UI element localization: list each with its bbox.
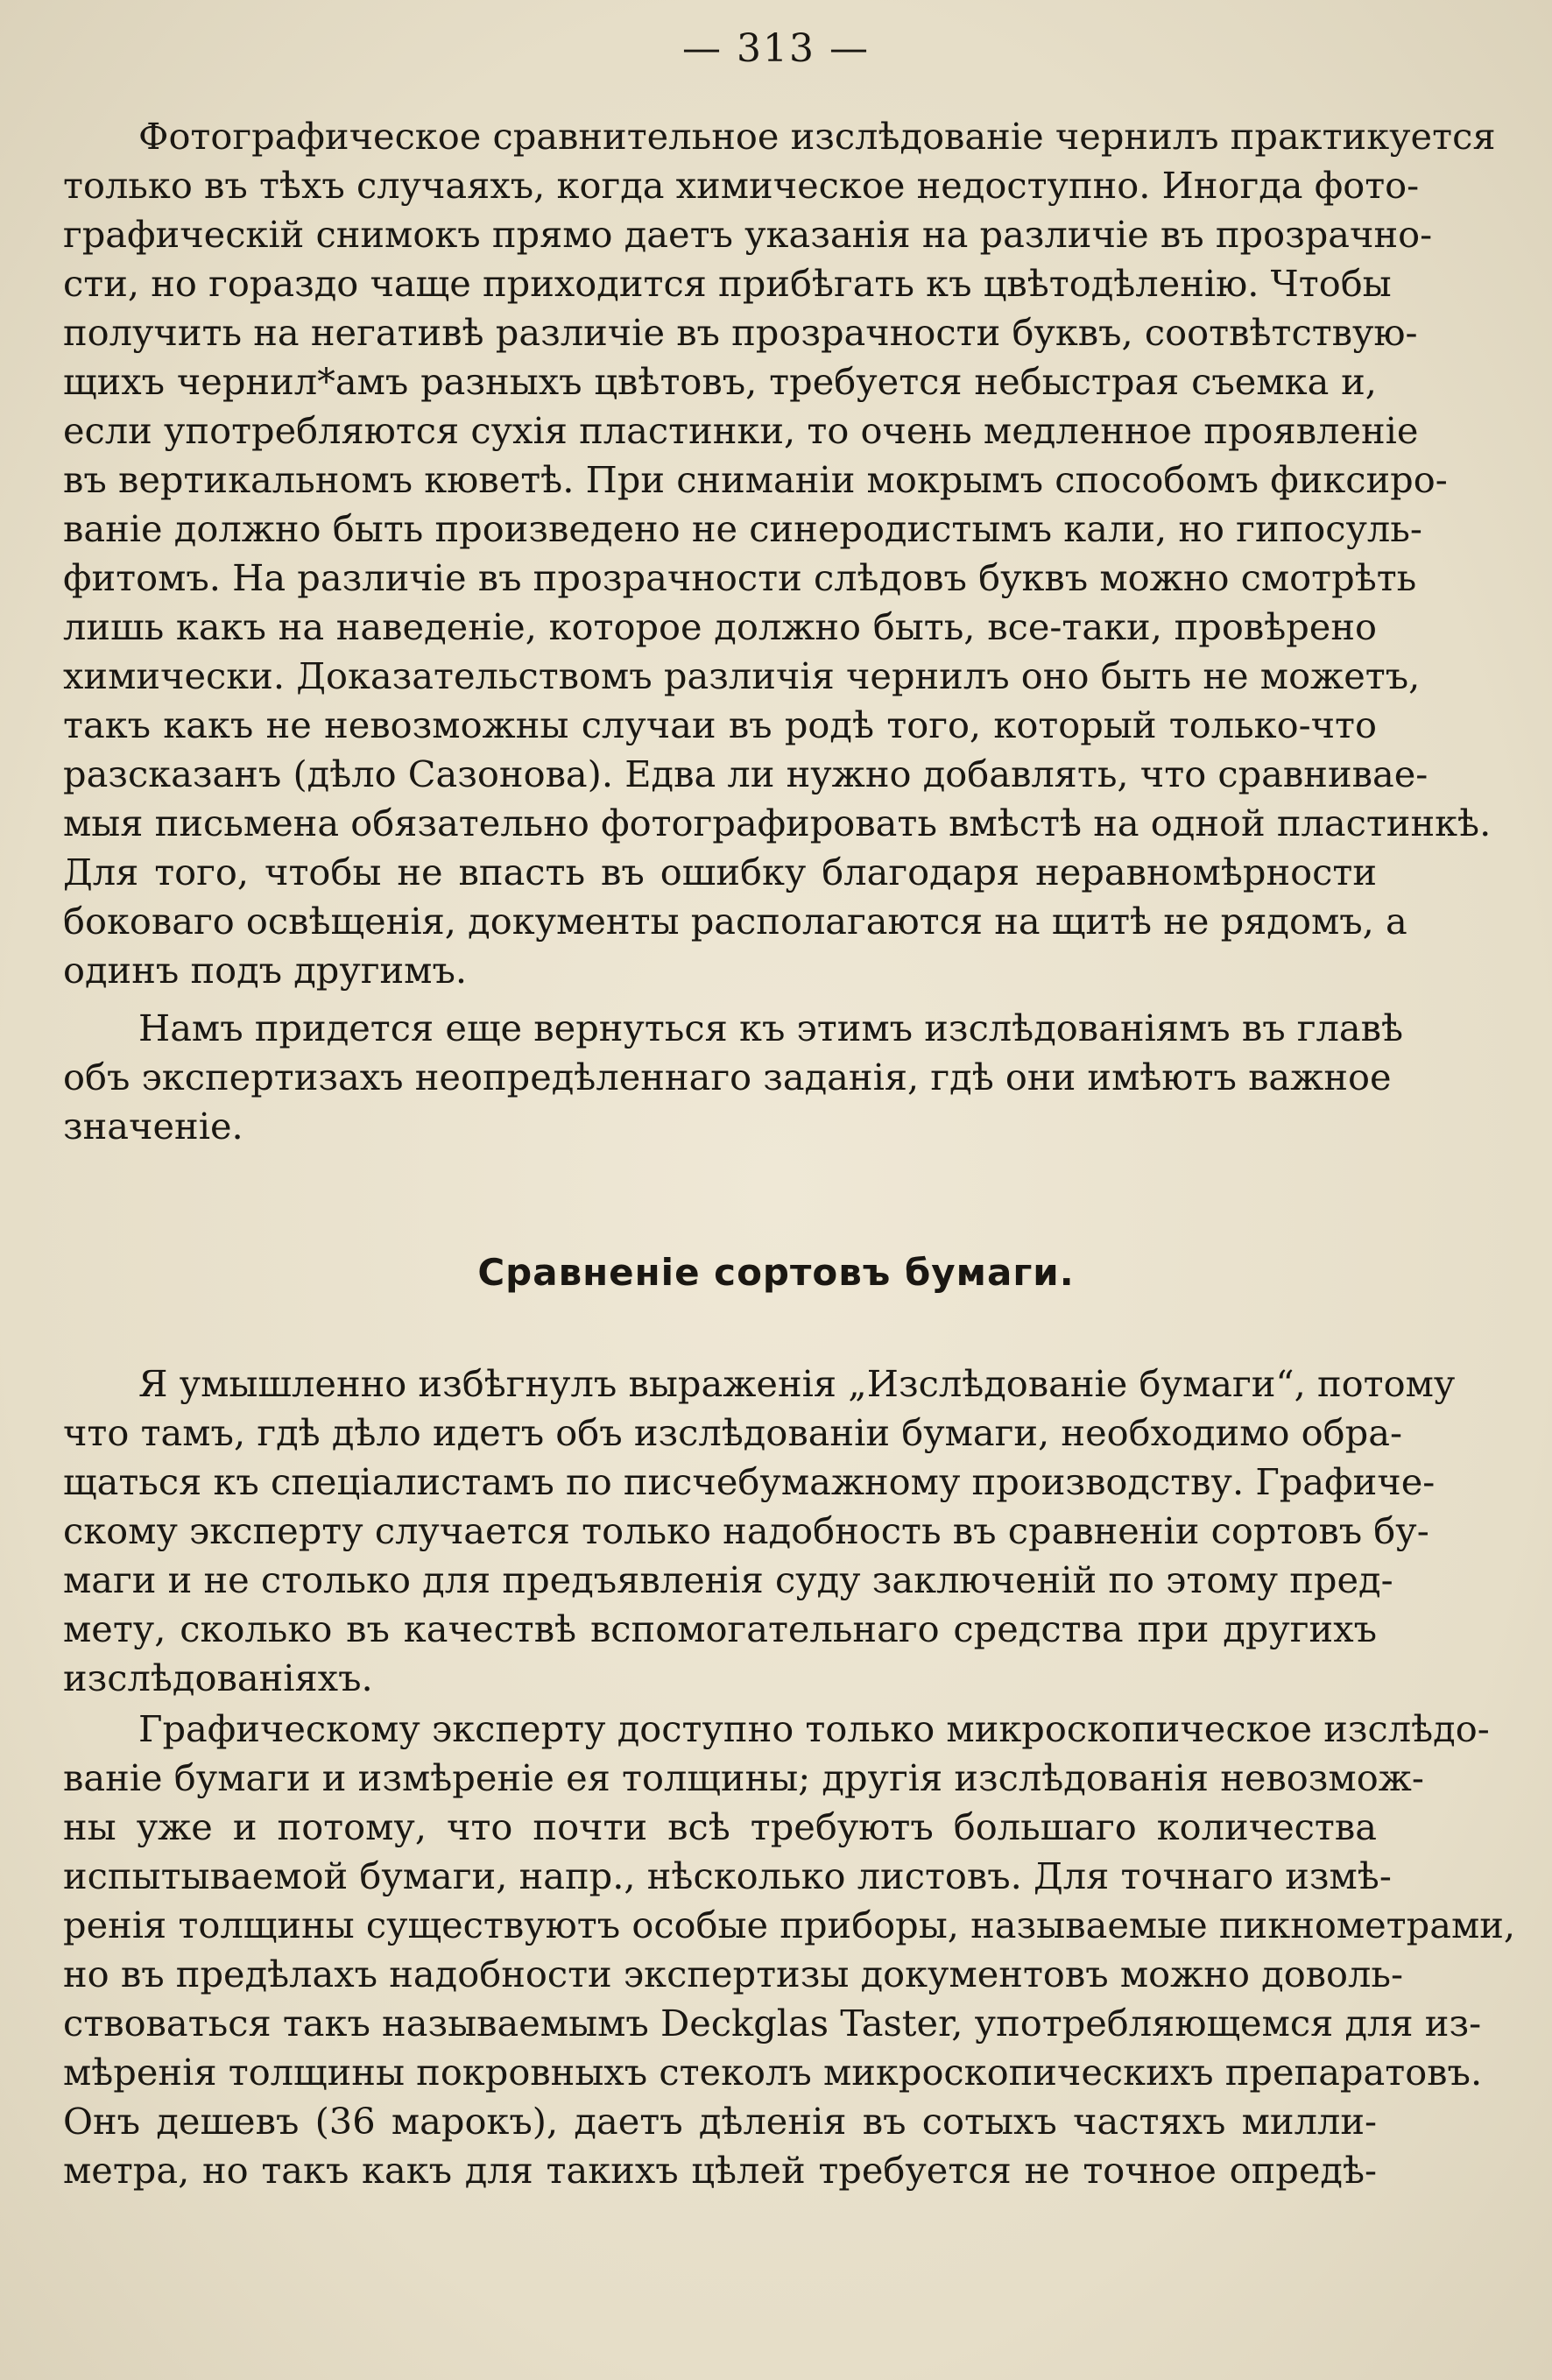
text-line: фитомъ. На различіе въ прозрачности слѣдовъ буквъ можно смотрѣть [63,556,1417,599]
text-line: мыя письмена обязательно фотографировать вмѣстѣ на одной пластинкѣ. [63,802,1492,844]
text-line: Я умышленно избѣгнулъ выраженія „Изслѣдованіе бумаги“, потому [138,1362,1456,1405]
text-line: но въ предѣлахъ надобности экспертизы документовъ можно доволь- [63,1953,1404,1995]
text-line: метра, но такъ какъ для такихъ цѣлей требуется не точное опредѣ- [63,2149,1377,2192]
text-line: испытываемой бумаги, напр., нѣсколько листовъ. Для точнаго измѣ- [63,1854,1392,1897]
text-line: получить на негативѣ различіе въ прозрачности буквъ, соотвѣтствую- [63,311,1418,354]
text-line: въ вертикальномъ кюветѣ. При сниманіи мокрымъ способомъ фиксиро- [63,458,1448,501]
text-line: химически. Доказательствомъ различія чернилъ оно быть не можетъ, [63,654,1421,697]
text-line: ствоваться такъ называемымъ Deckglas Taster, употребляющемся для из- [63,2002,1482,2045]
page-number: — 313 — [682,26,870,71]
text-line: объ экспертизахъ неопредѣленнаго заданія, гдѣ они имѣютъ важное [63,1056,1392,1098]
text-line: щихъ чернил*амъ разныхъ цвѣтовъ, требуется небыстрая съемка и, [63,360,1377,403]
section-heading: Сравненіе сортовъ бумаги. [477,1251,1075,1294]
text-line: ны уже и потому, что почти всѣ требуютъ большаго количества [63,1805,1377,1848]
text-line: графическій снимокъ прямо даетъ указанія на различіе въ прозрачно- [63,213,1433,256]
paragraph-paper-thickness [63,1705,1516,2195]
text-line: значеніе. [63,1105,243,1148]
text-line: Онъ дешевъ (36 марокъ), даетъ дѣленія въ сотыхъ частяхъ милли- [63,2100,1377,2143]
text-line: сти, но гораздо чаще приходится прибѣгать къ цвѣтодѣленію. Чтобы [63,262,1392,305]
text-line: ваніе бумаги и измѣреніе ея толщины; другія изслѣдованія невозмож- [63,1756,1424,1799]
text-line: Графическому эксперту доступно только микроскопическое изслѣдо- [138,1707,1490,1750]
text-line: ренія толщины существуютъ особые приборы, называемые пикнометрами, [63,1903,1516,1946]
text-line: мѣренія толщины покровныхъ стеколъ микроскопическихъ препаратовъ. [63,2051,1483,2094]
text-line: Для того, чтобы не впасть въ ошибку благодаря неравномѣрности [63,851,1377,893]
text-line: что тамъ, гдѣ дѣло идетъ объ изслѣдованіи бумаги, необходимо обра- [63,1411,1402,1454]
text-line: скому эксперту случается только надобность въ сравненіи сортовъ бу- [63,1509,1429,1552]
text-line: мету, сколько въ качествѣ вспомогательнаго средства при другихъ [63,1607,1377,1650]
text-line: Намъ придется еще вернуться къ этимъ изслѣдованіямъ въ главѣ [138,1006,1404,1049]
text-line: изслѣдованіяхъ. [63,1656,373,1699]
text-line: разсказанъ (дѣло Сазонова). Едва ли нужно добавлять, что сравнивае- [63,752,1429,795]
text-line: Фотографическое сравнительное изслѣдованіе чернилъ практикуется [138,115,1496,158]
paragraph-ink-photography [63,112,1496,995]
text-line: лишь какъ на наведеніе, которое должно быть, все-таки, провѣрено [63,605,1377,648]
paragraph-paper-intro [63,1359,1456,1703]
text-line: щаться къ спеціалистамъ по писчебумажному производству. Графиче- [63,1460,1436,1503]
text-line: если употребляются сухія пластинки, то очень медленное проявленіе [63,409,1419,452]
text-line: ваніе должно быть произведено не синеродистымъ кали, но гипосуль- [63,507,1422,550]
text-line: боковаго освѣщенія, документы располагаются на щитѣ не рядомъ, а [63,900,1407,943]
text-line: только въ тѣхъ случаяхъ, когда химическое недоступно. Иногда фото- [63,164,1420,207]
text-line: одинъ подъ другимъ. [63,949,468,992]
text-line: маги и не столько для предъявленія суду заключеній по этому пред- [63,1558,1393,1601]
text-line: такъ какъ не невозможны случаи въ родѣ того, который только-что [63,703,1377,746]
paragraph-return-note [63,1004,1404,1151]
